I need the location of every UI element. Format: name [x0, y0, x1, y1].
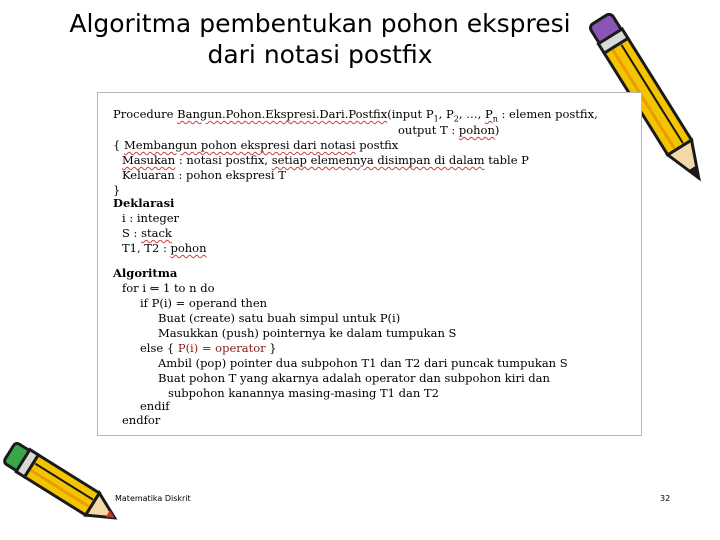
comment-line-3: Keluaran : pohon ekspresi T: [122, 168, 286, 182]
create-node-line: Buat (create) satu buah simpul untuk P(i): [158, 311, 401, 325]
endif-line: endif: [140, 399, 170, 413]
pencil-icon: [0, 430, 130, 540]
page-number: 32: [660, 494, 671, 503]
else-line: else { P(i) = operator }: [140, 341, 277, 355]
comment-line-2: Masukan : notasi postfix, setiap elemennya disimpan di dalam table P: [122, 153, 529, 167]
comment-close: }: [113, 183, 121, 197]
algorithm-heading: Algoritma: [113, 266, 178, 280]
for-loop-line: for i ⇐ 1 to n do: [122, 281, 215, 295]
declaration-heading: Deklarasi: [113, 196, 175, 210]
declaration-t: T1, T2 : pohon: [122, 241, 207, 255]
declaration-i: i : integer: [122, 211, 180, 225]
if-line: if P(i) = operand then: [140, 296, 268, 310]
declaration-s: S : stack: [122, 226, 172, 240]
title-line-2: dari notasi postfix: [207, 40, 433, 69]
build-tree-line-1: Buat pohon T yang akarnya adalah operator dan subpohon kiri dan: [158, 371, 550, 385]
push-line: Masukkan (push) pointernya ke dalam tumpukan S: [158, 326, 457, 340]
footer-course-title: Matematika Diskrit: [115, 494, 191, 503]
endfor-line: endfor: [122, 413, 161, 427]
build-tree-line-2: subpohon kanannya masing-masing T1 dan T2: [168, 386, 439, 400]
pop-line: Ambil (pop) pointer dua subpohon T1 dan T2 dari puncak tumpukan S: [158, 356, 568, 370]
comment-line-1: { Membangun pohon ekspresi dari notasi postfix: [113, 138, 399, 152]
title-line-1: Algoritma pembentukan pohon ekspresi: [69, 9, 571, 38]
procedure-output-line: output T : pohon): [398, 123, 500, 137]
algorithm-document: [97, 92, 642, 436]
page-title: [40, 8, 600, 70]
left-arrow-icon: ⇐: [149, 281, 160, 295]
procedure-header-line: Procedure Bangun.Pohon.Ekspresi.Dari.Postfix(input $P_1$, $P_2$, …, $P_n$ : elemen postfix,: [113, 107, 598, 124]
procedure-name: Bangun.Pohon.Ekspresi.Dari.Postfix: [177, 107, 388, 121]
